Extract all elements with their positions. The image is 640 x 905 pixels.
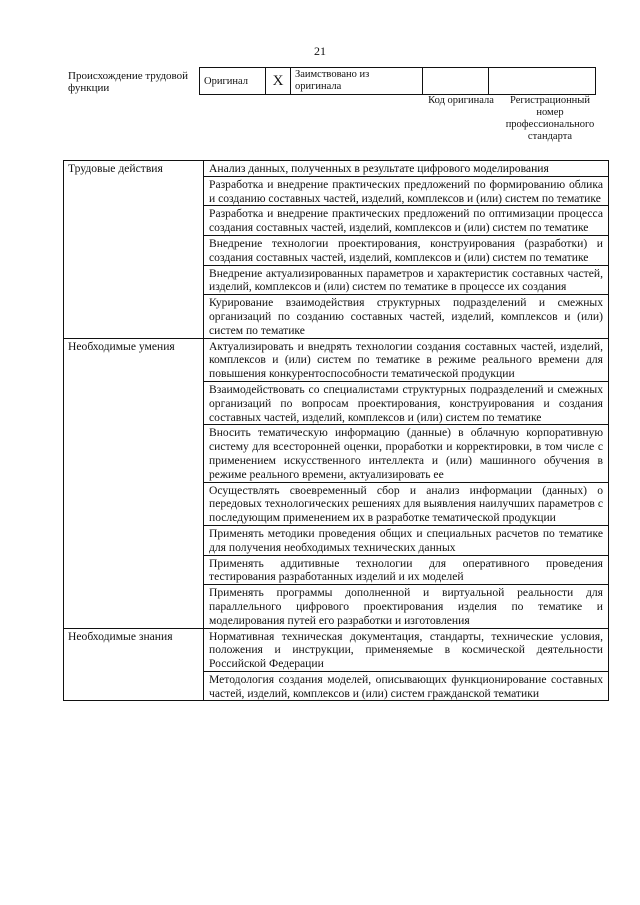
code-cell (423, 68, 489, 95)
reg-number-cell (489, 68, 596, 95)
section-item: Применять программы дополненной и виртуальной реальности для параллельного цифрового проектирования изделия по тематике и моделирования путей его разработки и изготовления (204, 585, 609, 628)
table-row (64, 338, 609, 381)
section-item: Внедрение актуализированных параметров и характеристик составных частей, изделий, комплексов и (или) систем по тематике в процессе их создания (204, 265, 609, 295)
section-item: Нормативная техническая документация, стандарты, технические условия, положения и инструкции, применяемые в космической деятельности Российской Федерации (204, 628, 609, 671)
origin-label: Происхождение трудовой функции (68, 70, 189, 94)
code-label: Код оригинала (428, 95, 494, 106)
section-item: Методология создания моделей, описывающих функционирование составных частей, изделий, комплексов и (или) систем гражданской тематики (204, 671, 609, 701)
section-item: Анализ данных, полученных в результате цифрового моделирования (204, 161, 609, 177)
section-title: Трудовые действия (64, 161, 204, 339)
original-cell: Оригинал (200, 68, 266, 95)
section-item: Разработка и внедрение практических предложений по формированию облика и созданию составных частей, изделий, комплексов и (или) систем по тематике (204, 176, 609, 206)
section-item: Взаимодействовать со специалистами структурных подразделений и смежных организаций по вопросам проектирования, конструирования и создания составных частей, изделий, комплексов и (или) систем по тематике (204, 381, 609, 424)
section-item: Актуализировать и внедрять технологии создания составных частей, изделий, комплексов и (или) систем по тематике в режиме реального времени для повышения конкурентоспособности тематической продукции (204, 338, 609, 381)
reg-number-label: Регистрационный номер профессионального стандарта (505, 95, 595, 142)
section-item: Курирование взаимодействия структурных подразделений и смежных организаций по созданию составных частей, изделий, комплексов и (или) систем по тематике (204, 295, 609, 338)
original-mark: X (266, 68, 291, 95)
table-row (64, 161, 609, 177)
section-item: Осуществлять своевременный сбор и анализ информации (данных) о передовых технологических решениях для выявления наилучших параметров с последующим применением их в разработке тематической продукции (204, 482, 609, 525)
section-title: Необходимые умения (64, 338, 204, 628)
section-item: Разработка и внедрение практических предложений по оптимизации процесса создания составных частей, изделий, комплексов и (или) систем по тематике (204, 206, 609, 236)
section-item: Внедрение технологии проектирования, конструирования (разработки) и создания составных частей, изделий, комплексов и (или) систем по тематике (204, 235, 609, 265)
table-row (64, 628, 609, 671)
origin-table (199, 67, 596, 95)
function-table (63, 160, 609, 701)
section-item: Применять методики проведения общих и специальных расчетов по тематике для получения необходимых технических данных (204, 525, 609, 555)
section-item: Применять аддитивные технологии для оперативного проведения тестирования разработанных изделий и их моделей (204, 555, 609, 585)
section-item: Вносить тематическую информацию (данные) в облачную корпоративную систему для всесторонней оценки, проработки и корректировки, в том числе с применением искусственного интеллекта и (или) машинного обучения в режиме реального времени, актуализировать ее (204, 425, 609, 482)
borrowed-cell: Заимствовано из оригинала (291, 68, 423, 95)
page-number: 21 (314, 44, 326, 58)
section-title: Необходимые знания (64, 628, 204, 701)
